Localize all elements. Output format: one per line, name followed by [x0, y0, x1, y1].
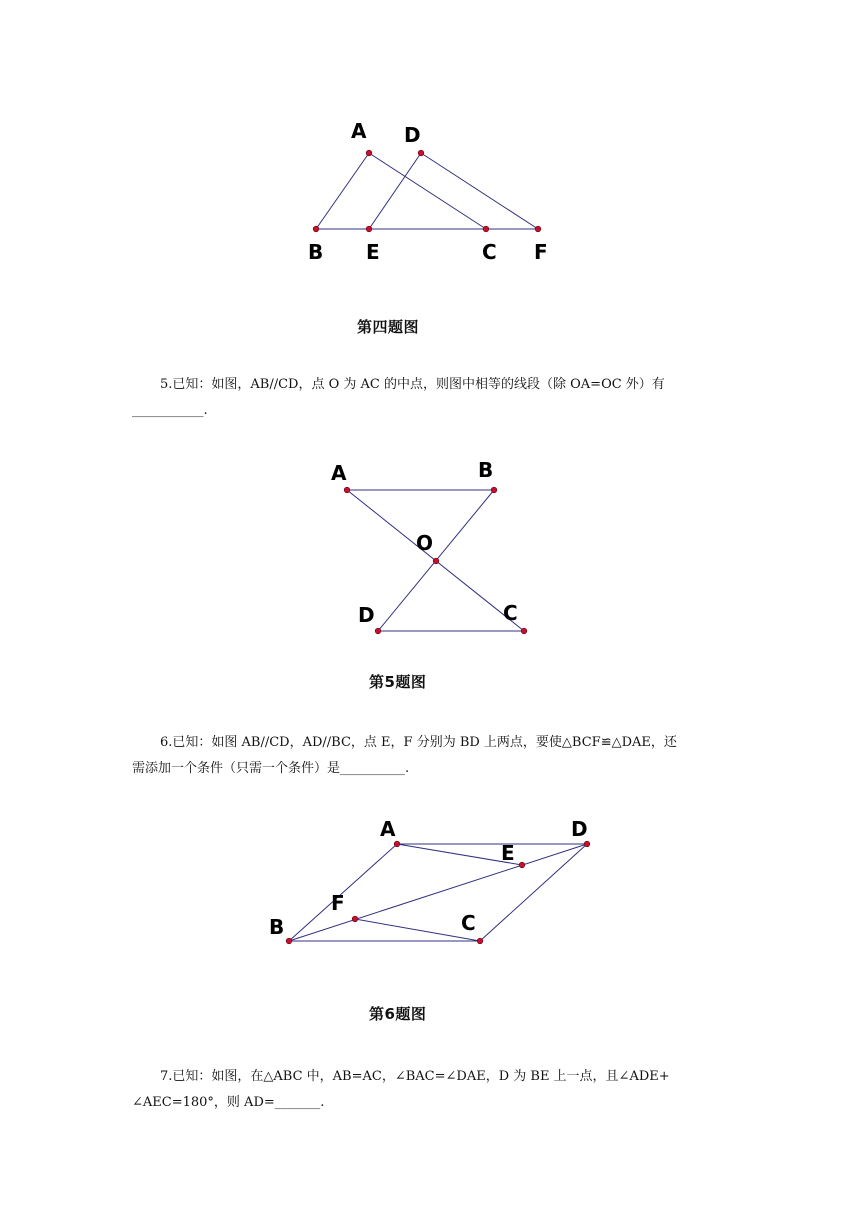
label-c: C [503, 601, 518, 625]
label-o: O [416, 531, 434, 555]
label-e: E [501, 841, 515, 865]
label-f: F [331, 891, 345, 915]
label-b: B [308, 240, 324, 264]
label-e: E [366, 240, 380, 264]
point-a [394, 841, 400, 847]
label-d: D [571, 817, 588, 841]
label-c: C [482, 240, 497, 264]
label-c: C [461, 911, 476, 935]
point-d [584, 841, 590, 847]
figure-6-caption: 第6题图 [369, 1005, 427, 1023]
label-b: B [269, 915, 285, 939]
point-f [352, 916, 358, 922]
figure-5-caption: 第5题图 [369, 673, 427, 691]
question-7-text [132, 1064, 732, 1116]
label-a: A [380, 817, 396, 841]
label-a: A [351, 119, 367, 143]
label-b: B [478, 458, 494, 482]
question-5-line-2: ___________. [132, 403, 208, 418]
question-6-line-2: 需添加一个条件（只需一个条件）是__________. [132, 761, 410, 776]
label-a: A [331, 461, 347, 485]
question-7-line-1: 7.已知：如图，在△ABC 中，AB=AC，∠BAC=∠DAE，D 为 BE 上一点，且∠ADE+ [160, 1069, 670, 1084]
point-e [519, 862, 525, 868]
question-5-line-1: 5.已知：如图，AB//CD，点 O 为 AC 的中点，则图中相等的线段（除 OA=OC 外）有 [160, 377, 665, 392]
label-d: D [404, 123, 421, 147]
question-6-line-1: 6.已知：如图 AB//CD，AD//BC，点 E，F 分别为 BD 上两点，要使△BCF≌△DAE，还 [160, 735, 677, 750]
label-f: F [534, 240, 548, 264]
segment-dc [480, 844, 587, 941]
label-d: D [358, 603, 375, 627]
question-7-line-2: ∠AEC=180°，则 AD=_______. [132, 1095, 325, 1110]
figure-4-caption: 第四题图 [357, 318, 420, 336]
point-b [286, 938, 292, 944]
point-c [477, 938, 483, 944]
